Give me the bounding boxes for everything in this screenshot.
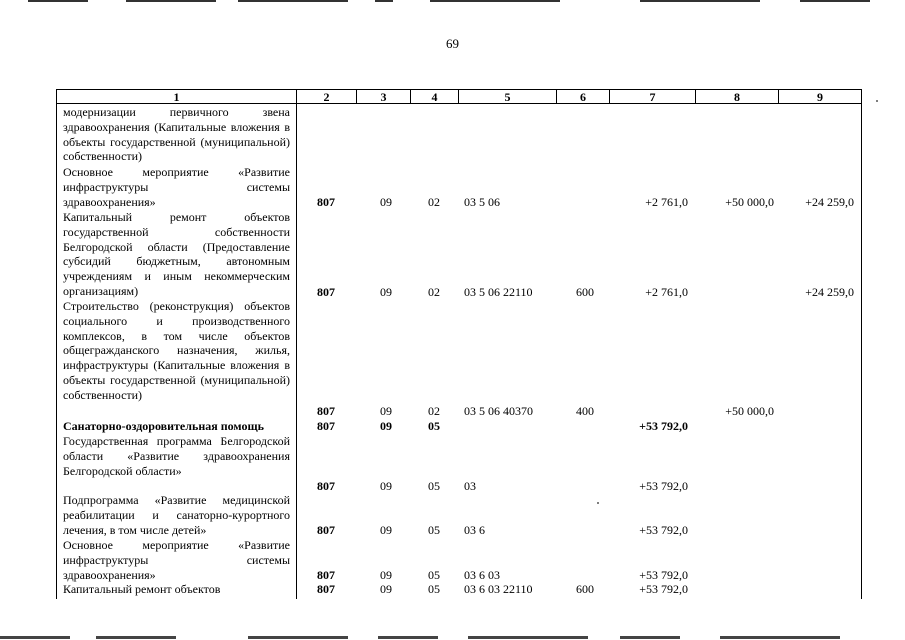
cell-ministry-code: 807 bbox=[317, 479, 335, 493]
cell-expense-type: 600 bbox=[576, 285, 594, 299]
cell-target-article: 03 6 bbox=[464, 523, 485, 537]
cell-expense-type: 400 bbox=[576, 404, 594, 418]
cell-ministry-code: 807 bbox=[317, 285, 335, 299]
column-divider bbox=[296, 89, 297, 599]
cell-ministry-code: 807 bbox=[317, 404, 335, 418]
cell-subsection: 05 bbox=[428, 479, 440, 493]
row-description: Подпрограмма «Развитие медицинской реабилитации и санаторно-курортного лечения, в том числе детей» bbox=[63, 493, 290, 537]
cell-target-article: 03 5 06 bbox=[464, 195, 500, 209]
cell-ministry-code: 807 bbox=[317, 582, 335, 596]
row-description: Основное мероприятие «Развитие инфраструктуры системы здравоохранения» bbox=[63, 165, 290, 209]
row-description: модернизации первичного звена здравоохранения (Капитальные вложения в объекты государственной (муниципальной) собственности) bbox=[63, 105, 290, 164]
scan-edge-bottom bbox=[468, 636, 588, 639]
cell-target-article: 03 6 03 bbox=[464, 568, 500, 582]
cell-subsection: 02 bbox=[428, 285, 440, 299]
scan-edge-bottom bbox=[248, 636, 348, 639]
cell-amount-col8: +50 000,0 bbox=[725, 404, 774, 418]
column-divider bbox=[56, 89, 57, 599]
scan-edge-bottom bbox=[620, 636, 680, 639]
header-col-9: 9 bbox=[817, 90, 823, 104]
cell-subsection: 05 bbox=[428, 523, 440, 537]
cell-subsection: 02 bbox=[428, 404, 440, 418]
header-col-4: 4 bbox=[431, 90, 438, 104]
scan-edge-bottom bbox=[96, 636, 176, 639]
header-col-5: 5 bbox=[504, 90, 511, 104]
cell-subsection: 05 bbox=[428, 419, 440, 433]
header-col-1: 1 bbox=[173, 90, 180, 104]
cell-section: 09 bbox=[380, 479, 392, 493]
cell-target-article: 03 5 06 22110 bbox=[464, 285, 533, 299]
cell-expense-type: 600 bbox=[576, 582, 594, 596]
scan-edge-top bbox=[238, 0, 348, 2]
cell-amount-col7: +2 761,0 bbox=[645, 285, 688, 299]
cell-ministry-code: 807 bbox=[317, 195, 335, 209]
row-description-bold: Санаторно-оздоровительная помощь bbox=[63, 419, 264, 433]
scan-speck bbox=[597, 502, 599, 504]
scan-edge-top bbox=[800, 0, 870, 2]
header-col-7: 7 bbox=[649, 90, 656, 104]
scan-edge-top bbox=[430, 0, 560, 2]
cell-ministry-code: 807 bbox=[317, 523, 335, 537]
scan-edge-bottom bbox=[0, 636, 70, 639]
cell-amount-col9: +24 259,0 bbox=[805, 285, 854, 299]
scan-speck bbox=[876, 100, 878, 102]
header-col-3: 3 bbox=[380, 90, 387, 104]
cell-section: 09 bbox=[380, 404, 392, 418]
cell-section: 09 bbox=[380, 285, 392, 299]
scan-edge-bottom bbox=[378, 636, 438, 639]
header-col-8: 8 bbox=[734, 90, 740, 104]
cell-target-article: 03 5 06 40370 bbox=[464, 404, 533, 418]
cell-amount-col7: +53 792,0 bbox=[639, 523, 688, 537]
cell-target-article: 03 6 03 22110 bbox=[464, 582, 533, 596]
cell-amount-col7: +53 792,0 bbox=[639, 568, 688, 582]
cell-amount-col7: +53 792,0 bbox=[639, 419, 688, 433]
row-description: Капитальный ремонт объектов государственной собственности Белгородской области (Предоставление субсидий бюджетным, автономным учреждениям и иным некоммерческим организациям) bbox=[63, 210, 290, 298]
cell-section: 09 bbox=[380, 568, 392, 582]
cell-target-article: 03 bbox=[464, 479, 476, 493]
row-description: Капитальный ремонт объектов bbox=[63, 582, 221, 596]
page-number: 69 bbox=[446, 36, 459, 51]
cell-section: 09 bbox=[380, 419, 392, 433]
cell-ministry-code: 807 bbox=[317, 419, 335, 433]
row-description: Государственная программа Белгородской области «Развитие здравоохранения Белгородской области» bbox=[63, 434, 290, 478]
scan-edge-top bbox=[375, 0, 393, 2]
column-divider bbox=[861, 89, 862, 599]
cell-subsection: 05 bbox=[428, 582, 440, 596]
cell-ministry-code: 807 bbox=[317, 568, 335, 582]
header-col-2: 2 bbox=[323, 90, 330, 104]
cell-section: 09 bbox=[380, 582, 392, 596]
header-col-6: 6 bbox=[580, 90, 586, 104]
cell-amount-col8: +50 000,0 bbox=[725, 195, 774, 209]
row-description: Основное мероприятие «Развитие инфраструктуры системы здравоохранения» bbox=[63, 538, 290, 582]
cell-section: 09 bbox=[380, 195, 392, 209]
cell-amount-col7: +2 761,0 bbox=[645, 195, 688, 209]
scan-edge-bottom bbox=[720, 636, 840, 639]
cell-amount-col7: +53 792,0 bbox=[639, 479, 688, 493]
row-description: Строительство (реконструкция) объектов социального и производственного комплексов, в том числе объектов общегражданского назначения, жилья, инфраструктуры (Капитальные вложения в объекты государственной (муниципальной) собственности) bbox=[63, 299, 290, 402]
cell-section: 09 bbox=[380, 523, 392, 537]
cell-subsection: 02 bbox=[428, 195, 440, 209]
cell-subsection: 05 bbox=[428, 568, 440, 582]
scan-edge-top bbox=[126, 0, 216, 2]
scan-edge-top bbox=[28, 0, 88, 2]
scan-edge-top bbox=[640, 0, 760, 2]
cell-amount-col7: +53 792,0 bbox=[639, 582, 688, 596]
cell-amount-col9: +24 259,0 bbox=[805, 195, 854, 209]
